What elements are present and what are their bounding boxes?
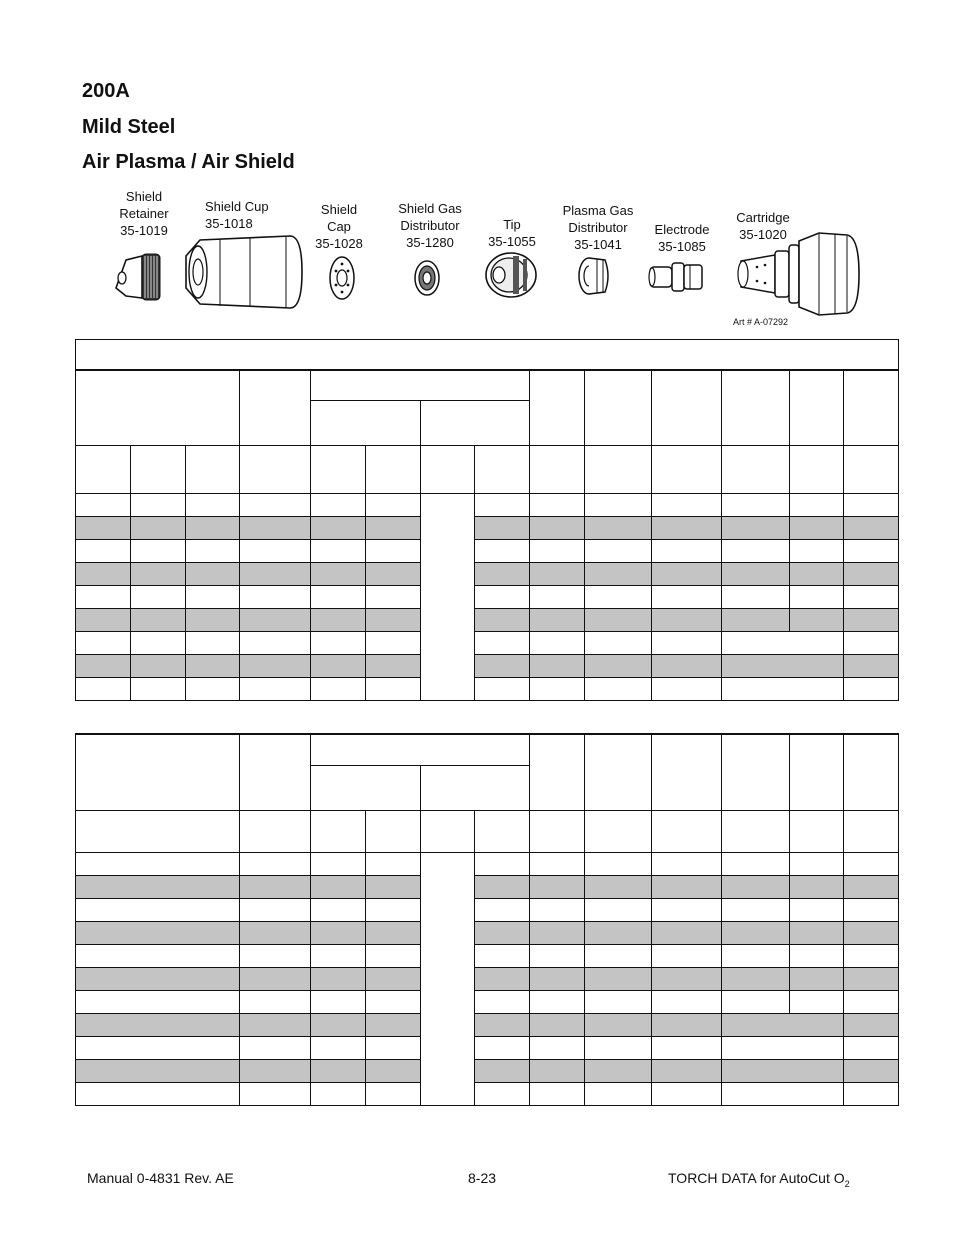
table-2-unit-cell	[311, 810, 366, 852]
table-1-header-cell	[722, 370, 790, 446]
gases-heading: Air Plasma / Air Shield	[82, 151, 295, 173]
table-2-unit-cell	[366, 810, 421, 852]
table-2-header-cell	[585, 734, 652, 810]
table-1-header-cell	[240, 370, 311, 446]
table-row	[76, 1059, 899, 1082]
cut-data-table-1	[75, 339, 899, 701]
table-row	[76, 632, 899, 655]
electrode-icon	[646, 261, 706, 293]
part-label-electrode: Electrode 35-1085	[654, 222, 710, 254]
table-1-unit-cell	[790, 446, 844, 494]
table-1-unit-cell	[421, 446, 475, 494]
table-2-unit-cell	[790, 810, 844, 852]
table-2-subheader-cell	[311, 765, 421, 810]
table-2-unit-cell	[475, 810, 530, 852]
table-row	[76, 494, 899, 517]
table-2-header-cell	[76, 734, 240, 810]
table-2-unit-cell	[652, 810, 722, 852]
table-1-unit-cell	[240, 446, 311, 494]
table-1-subheader-cell	[421, 401, 530, 446]
table-row	[76, 1036, 899, 1059]
table-1-header-group-cell	[311, 370, 530, 401]
table-row	[76, 517, 899, 540]
part-label-plasma-gas-distributor: Plasma Gas Distributor 35-1041	[562, 203, 634, 252]
table-2-unit-cell	[844, 810, 899, 852]
table-1-unit-cell	[530, 446, 585, 494]
table-1-header-cell	[530, 370, 585, 446]
part-label-shield-retainer: Shield Retainer 35-1019	[119, 189, 169, 238]
part-label-tip: Tip 35-1055	[488, 217, 536, 249]
cartridge-icon	[735, 231, 863, 317]
table-row	[76, 563, 899, 586]
table-row	[76, 655, 899, 678]
shield-cup-icon	[180, 234, 305, 312]
table-row	[76, 1082, 899, 1105]
table-1-unit-cell	[722, 446, 790, 494]
part-label-cartridge: Cartridge 35-1020	[736, 210, 790, 242]
table-2-unit-cell	[240, 810, 311, 852]
table-2-unit-cell	[722, 810, 790, 852]
table-1-merged-cell	[421, 494, 475, 701]
tip-icon	[483, 250, 539, 300]
table-1-unit-cell	[844, 446, 899, 494]
table-1-header-cell	[652, 370, 722, 446]
material-heading: Mild Steel	[82, 116, 176, 138]
art-number: Art # A-07292	[733, 317, 789, 327]
table-2-unit-cell	[530, 810, 585, 852]
cut-data-table-2	[75, 733, 899, 1106]
footer-manual: Manual 0-4831 Rev. AE	[87, 1170, 234, 1186]
table-2-header-cell	[722, 734, 790, 810]
part-label-shield-cup: Shield Cup 35-1018	[205, 199, 269, 231]
table-2-header-cell	[652, 734, 722, 810]
table-1-header-cell	[76, 370, 240, 446]
table-2-header-group-cell	[311, 734, 530, 765]
table-2-header-cell	[240, 734, 311, 810]
table-row	[76, 609, 899, 632]
table-row	[76, 1013, 899, 1036]
plasma-gas-distributor-icon	[575, 254, 615, 298]
table-1-unit-cell	[652, 446, 722, 494]
table-1-unit-cell	[475, 446, 530, 494]
table-1-header-cell	[585, 370, 652, 446]
table-1-unit-cell	[186, 446, 240, 494]
table-2-merged-cell	[421, 852, 475, 1105]
table-row	[76, 944, 899, 967]
table-2-unit-cell	[76, 810, 240, 852]
table-2-header-cell	[844, 734, 899, 810]
table-1-unit-cell	[131, 446, 186, 494]
table-row	[76, 586, 899, 609]
table-2-subheader-cell	[421, 765, 530, 810]
amperage-heading: 200A	[82, 80, 130, 102]
footer-section-subscript: 2	[844, 1178, 850, 1189]
shield-gas-distributor-icon	[412, 258, 442, 298]
footer-section-text: TORCH DATA for AutoCut O	[668, 1170, 845, 1186]
table-1-header-cell	[790, 370, 844, 446]
table-row	[76, 540, 899, 563]
table-2-header-cell	[790, 734, 844, 810]
table-1-header-cell	[844, 370, 899, 446]
table-1-unit-cell	[311, 446, 366, 494]
shield-cap-icon	[327, 254, 357, 302]
part-label-shield-cap: Shield Cap 35-1028	[315, 202, 363, 251]
table-2-unit-cell	[421, 810, 475, 852]
table-row	[76, 852, 899, 875]
table-2-unit-cell	[585, 810, 652, 852]
table-row	[76, 921, 899, 944]
table-row	[76, 990, 899, 1013]
table-row	[76, 875, 899, 898]
footer-page-number: 8-23	[468, 1170, 497, 1186]
table-1-unit-cell	[585, 446, 652, 494]
table-1-unit-cell	[76, 446, 131, 494]
table-1-unit-cell	[366, 446, 421, 494]
footer-section	[668, 1170, 850, 1189]
table-2-header-cell	[530, 734, 585, 810]
table-row	[76, 678, 899, 701]
part-label-shield-gas-distributor: Shield Gas Distributor 35-1280	[398, 201, 462, 250]
table-1-subheader-cell	[311, 401, 421, 446]
table-row	[76, 898, 899, 921]
table-1-banner-cell	[76, 340, 899, 370]
shield-retainer-icon	[112, 248, 164, 306]
table-row	[76, 967, 899, 990]
